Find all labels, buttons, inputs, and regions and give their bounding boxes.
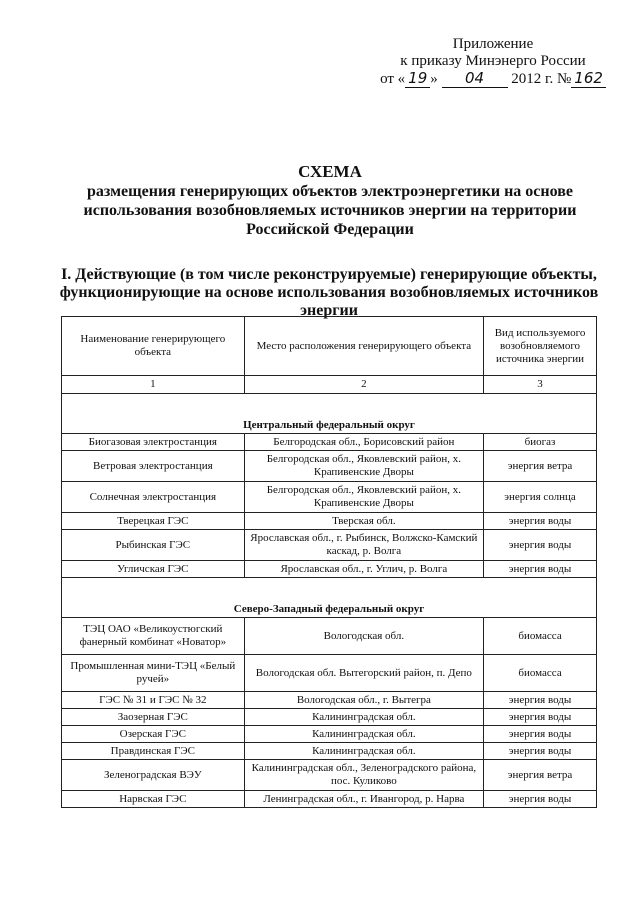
energy-source: энергия воды: [484, 743, 597, 760]
energy-source: энергия ветра: [484, 760, 597, 791]
table-header-row: [62, 317, 597, 376]
energy-source: энергия воды: [484, 561, 597, 578]
facility-name: Озерская ГЭС: [62, 726, 245, 743]
district-name: Центральный федеральный округ: [62, 394, 597, 434]
energy-source: энергия воды: [484, 692, 597, 709]
table-row: [62, 760, 597, 791]
table-row: [62, 530, 597, 561]
table-row: [62, 743, 597, 760]
table-row: [62, 726, 597, 743]
title-main: СХЕМА: [298, 162, 362, 181]
table-row: [62, 692, 597, 709]
facility-location: Тверская обл.: [244, 513, 483, 530]
district-name: Северо-Западный федеральный округ: [62, 578, 597, 618]
column-number: 2: [244, 376, 483, 394]
facility-location: Калининградская обл.: [244, 709, 483, 726]
energy-source: энергия воды: [484, 726, 597, 743]
facility-location: Белгородская обл., Яковлевский район, х. Крапивенские Дворы: [244, 482, 483, 513]
energy-source: энергия солнца: [484, 482, 597, 513]
facility-location: Калининградская обл.: [244, 743, 483, 760]
facility-name: ГЭС № 31 и ГЭС № 32: [62, 692, 245, 709]
table-row: [62, 655, 597, 692]
energy-source: энергия воды: [484, 530, 597, 561]
header-source: Вид используемого возобновляемого источника энергии: [484, 317, 597, 376]
column-number: 3: [484, 376, 597, 394]
table-row: [62, 513, 597, 530]
facility-name: Промышленная мини-ТЭЦ «Белый ручей»: [62, 655, 245, 692]
energy-source: биомасса: [484, 618, 597, 655]
facility-name: Зеленоградская ВЭУ: [62, 760, 245, 791]
facility-location: Белгородская обл., Борисовский район: [244, 434, 483, 451]
handwritten-month: 04: [442, 70, 508, 88]
facility-location: Ярославская обл., г. Рыбинск, Волжско-Камский каскад, р. Волга: [244, 530, 483, 561]
document-title: [60, 162, 600, 239]
appendix-order-ref: к приказу Минэнерго России: [400, 53, 586, 69]
facilities-table: [61, 316, 597, 808]
district-row: [62, 394, 597, 434]
facility-location: Калининградская обл.: [244, 726, 483, 743]
header-location: Место расположения генерирующего объекта: [244, 317, 483, 376]
header-name: Наименование генерирующего объекта: [62, 317, 245, 376]
district-row: [62, 578, 597, 618]
table-row: [62, 561, 597, 578]
facility-name: Тверецкая ГЭС: [62, 513, 245, 530]
facility-location: Вологодская обл., г. Вытегра: [244, 692, 483, 709]
table-row: [62, 618, 597, 655]
appendix-label: Приложение: [452, 36, 534, 52]
facility-location: Ленинградская обл., г. Ивангород, р. Нарва: [244, 791, 483, 808]
column-number: 1: [62, 376, 245, 394]
facility-location: Калининградская обл., Зеленоградского района, пос. Куликово: [244, 760, 483, 791]
energy-source: энергия ветра: [484, 451, 597, 482]
facility-name: Нарвская ГЭС: [62, 791, 245, 808]
facility-name: Ветровая электростанция: [62, 451, 245, 482]
energy-source: биомасса: [484, 655, 597, 692]
table-row: [62, 451, 597, 482]
facility-name: Рыбинская ГЭС: [62, 530, 245, 561]
facility-name: Биогазовая электростанция: [62, 434, 245, 451]
appendix-block: [368, 36, 618, 88]
section-heading: I. Действующие (в том числе реконструируемые) генерирующие объекты, функционирующие на основе использования возобновляемых источников энергии: [59, 266, 599, 319]
facility-name: ТЭЦ ОАО «Великоустюгский фанерный комбинат «Новатор»: [62, 618, 245, 655]
energy-source: биогаз: [484, 434, 597, 451]
facility-name: Правдинская ГЭС: [62, 743, 245, 760]
facility-location: Ярославская обл., г. Углич, р. Волга: [244, 561, 483, 578]
energy-source: энергия воды: [484, 513, 597, 530]
energy-source: энергия воды: [484, 709, 597, 726]
facility-location: Вологодская обл. Вытегорский район, п. Депо: [244, 655, 483, 692]
facility-location: Вологодская обл.: [244, 618, 483, 655]
table-row: [62, 709, 597, 726]
handwritten-number: 162: [571, 70, 606, 88]
facility-name: Солнечная электростанция: [62, 482, 245, 513]
facility-name: Заозерная ГЭС: [62, 709, 245, 726]
facility-location: Белгородская обл., Яковлевский район, х. Крапивенские Дворы: [244, 451, 483, 482]
column-number-row: [62, 376, 597, 394]
table-row: [62, 791, 597, 808]
facility-name: Угличская ГЭС: [62, 561, 245, 578]
energy-source: энергия воды: [484, 791, 597, 808]
table-row: [62, 434, 597, 451]
title-subtitle: размещения генерирующих объектов электроэнергетики на основе использования возобновляемых источников энергии на территории Российской Федерации: [83, 183, 577, 238]
handwritten-day: 19: [405, 70, 430, 88]
table-row: [62, 482, 597, 513]
appendix-date-line: от « 19 » 04 2012 г. № 162: [368, 70, 618, 88]
